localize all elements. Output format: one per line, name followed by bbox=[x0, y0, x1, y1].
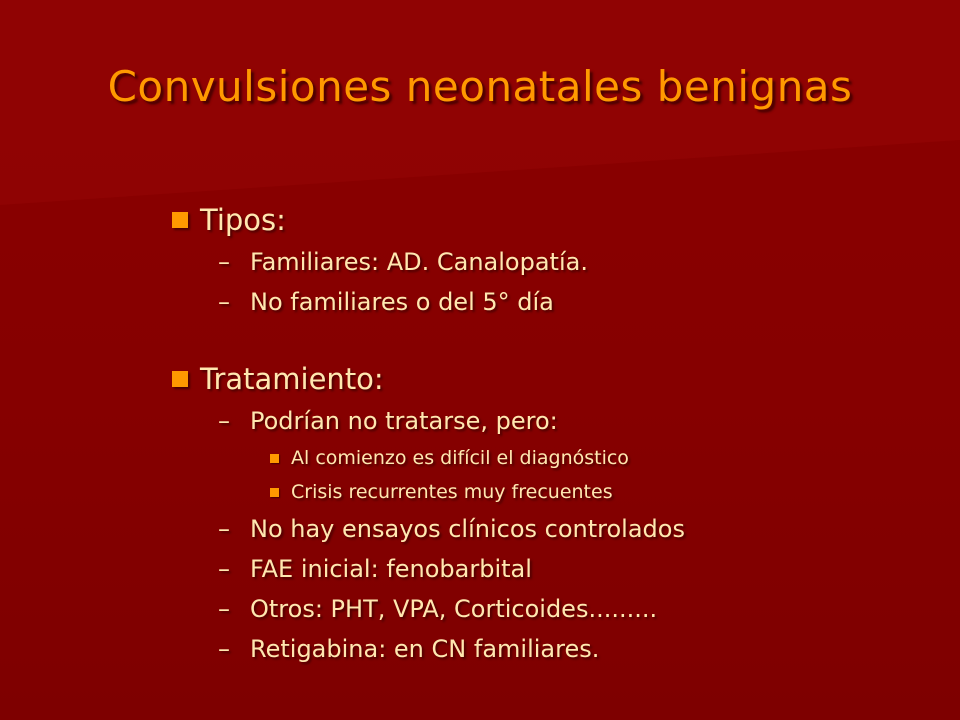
sub-bullet-text: FAE inicial: fenobarbital bbox=[250, 555, 532, 583]
bullet-tratamiento bbox=[172, 357, 932, 401]
bullet-text: Tipos: bbox=[200, 203, 286, 237]
sub-bullet bbox=[172, 509, 932, 549]
square-bullet-icon bbox=[172, 212, 188, 228]
sub-sub-bullet-text: Crisis recurrentes muy frecuentes bbox=[291, 481, 613, 503]
sub-bullet bbox=[172, 549, 932, 589]
sub-bullet-text: Podrían no tratarse, pero: bbox=[250, 407, 558, 435]
sub-bullet-text: No hay ensayos clínicos controlados bbox=[250, 515, 685, 543]
dash-bullet-icon: – bbox=[218, 515, 230, 543]
dash-bullet-icon: – bbox=[218, 288, 230, 316]
slide-content bbox=[172, 198, 932, 669]
sub-sub-bullet-text: Al comienzo es difícil el diagnóstico bbox=[291, 447, 629, 469]
spacer bbox=[172, 322, 932, 357]
sub-bullet bbox=[172, 589, 932, 629]
small-square-bullet-icon bbox=[270, 454, 279, 463]
small-square-bullet-icon bbox=[270, 488, 279, 497]
sub-bullet-text: Otros: PHT, VPA, Corticoides......... bbox=[250, 595, 658, 623]
dash-bullet-icon: – bbox=[218, 635, 230, 663]
sub-sub-bullet bbox=[172, 475, 932, 509]
slide-title: Convulsiones neonatales benignas bbox=[107, 62, 853, 111]
sub-bullet-text: Retigabina: en CN familiares. bbox=[250, 635, 600, 663]
dash-bullet-icon: – bbox=[218, 555, 230, 583]
square-bullet-icon bbox=[172, 371, 188, 387]
sub-bullet bbox=[172, 242, 932, 282]
sub-sub-bullet bbox=[172, 441, 932, 475]
sub-bullet-text: No familiares o del 5° día bbox=[250, 288, 554, 316]
bullet-tipos bbox=[172, 198, 932, 242]
dash-bullet-icon: – bbox=[218, 595, 230, 623]
sub-bullet-text: Familiares: AD. Canalopatía. bbox=[250, 248, 588, 276]
sub-bullet bbox=[172, 629, 932, 669]
bullet-text: Tratamiento: bbox=[200, 362, 384, 396]
dash-bullet-icon: – bbox=[218, 248, 230, 276]
dash-bullet-icon: – bbox=[218, 407, 230, 435]
sub-bullet bbox=[172, 282, 932, 322]
sub-bullet bbox=[172, 401, 932, 441]
